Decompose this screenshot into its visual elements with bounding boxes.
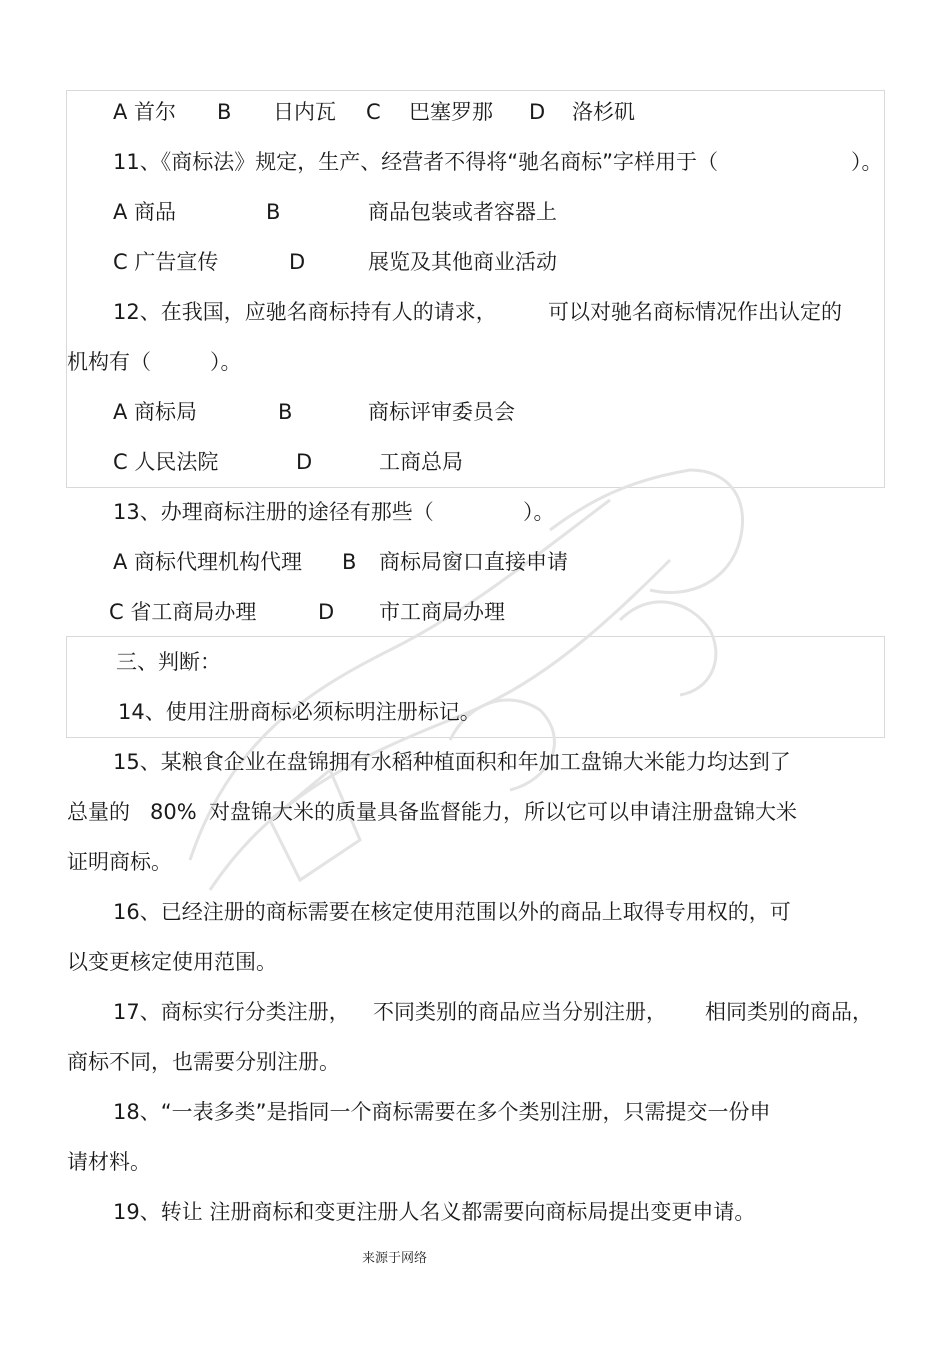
- text-segment: C 人民法院: [113, 450, 219, 474]
- text-segment: 商标局窗口直接申请: [379, 550, 568, 574]
- text-segment: D: [318, 600, 335, 624]
- text-segment: B: [266, 200, 281, 224]
- text-segment: 可以对驰名商标情况作出认定的: [548, 300, 842, 324]
- text-segment: 相同类别的商品，: [705, 1000, 873, 1024]
- text-segment: 11、《商标法》规定，生产、经营者不得将“驰名商标”字样用于（: [113, 150, 718, 174]
- text-segment: D: [289, 250, 306, 274]
- text-segment: C: [366, 100, 381, 124]
- text-segment: ）。: [851, 150, 883, 174]
- text-segment: A 首尔: [113, 100, 177, 124]
- text-segment: C 省工商局办理: [109, 600, 257, 624]
- text-segment: 请材料。: [67, 1150, 151, 1174]
- text-segment: B: [217, 100, 232, 124]
- text-segment: 15、某粮食企业在盘锦拥有水稻种植面积和年加工盘锦大米能力均达到了: [113, 750, 791, 774]
- text-segment: ）。: [523, 500, 555, 524]
- footer-source: 来源于网络: [362, 1251, 428, 1266]
- text-segment: 三、判断：: [116, 650, 221, 674]
- text-segment: 巴塞罗那: [409, 100, 493, 124]
- text-segment: 以变更核定使用范围。: [67, 950, 277, 974]
- text-segment: 总量的: [67, 800, 130, 824]
- text-segment: 18、“一表多类”是指同一个商标需要在多个类别注册，只需提交一份申: [113, 1100, 771, 1124]
- text-segment: 对盘锦大米的质量具备监督能力，所以它可以申请注册盘锦大米: [209, 800, 797, 824]
- text-segment: 17、商标实行分类注册，: [113, 1000, 350, 1024]
- text-segment: 12、在我国，应驰名商标持有人的请求，: [113, 300, 497, 324]
- text-segment: 展览及其他商业活动: [368, 250, 557, 274]
- text-segment: ）。: [210, 350, 242, 374]
- text-segment: 商标评审委员会: [368, 400, 515, 424]
- text-segment: 19、转让 注册商标和变更注册人名义都需要向商标局提出变更申请。: [113, 1200, 756, 1224]
- text-segment: A 商品: [113, 200, 177, 224]
- text-segment: A 商标代理机构代理: [113, 550, 303, 574]
- text-segment: 市工商局办理: [379, 600, 505, 624]
- text-segment: A 商标局: [113, 400, 198, 424]
- text-segment: 13、办理商标注册的途径有那些（: [113, 500, 434, 524]
- text-segment: 80%: [150, 800, 197, 824]
- text-segment: B: [342, 550, 357, 574]
- text-segment: B: [278, 400, 293, 424]
- text-segment: 不同类别的商品应当分别注册，: [373, 1000, 667, 1024]
- text-segment: 14、使用注册商标必须标明注册标记。: [118, 700, 481, 724]
- text-segment: D: [529, 100, 546, 124]
- text-segment: 商品包装或者容器上: [368, 200, 557, 224]
- text-segment: 16、已经注册的商标需要在核定使用范围以外的商品上取得专用权的，可: [113, 900, 791, 924]
- text-segment: 商标不同，也需要分别注册。: [67, 1050, 340, 1074]
- text-segment: 日内瓦: [273, 100, 336, 124]
- text-segment: 洛杉矶: [572, 100, 635, 124]
- text-segment: 证明商标。: [67, 850, 172, 874]
- text-segment: D: [296, 450, 313, 474]
- text-segment: 机构有（: [67, 350, 151, 374]
- text-segment: 工商总局: [379, 450, 463, 474]
- text-segment: C 广告宣传: [113, 250, 219, 274]
